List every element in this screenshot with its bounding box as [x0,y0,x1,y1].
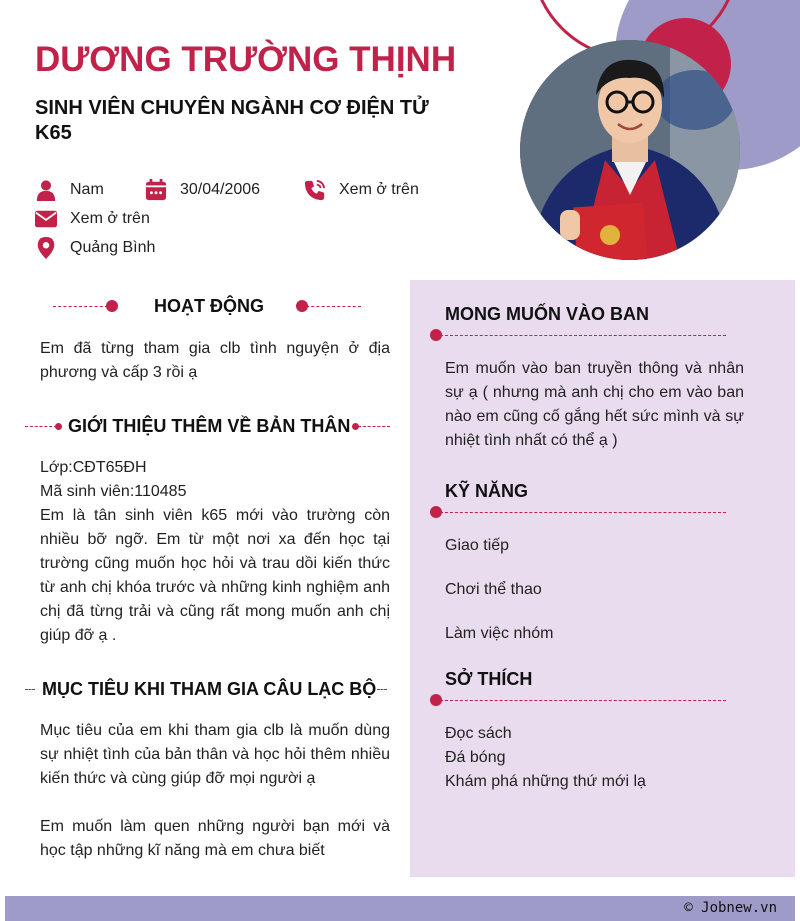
hobby-item: Khám phá những thứ mới lạ [445,773,646,790]
about-class: Lớp:CĐT65ĐH [40,459,147,476]
wish-title: MONG MUỐN VÀO BAN [445,304,649,324]
hobby-item: Đá bóng [445,749,506,766]
hobby-item: Đọc sách [445,725,512,742]
skill-item: Làm việc nhóm [445,625,554,642]
avatar [520,40,740,260]
candidate-title: SINH VIÊN CHUYÊN NGÀNH CƠ ĐIỆN TỬ K65 [35,97,429,144]
goals-text-2: Em muốn làm quen những người bạn mới và học tập những kĩ năng mà em chưa biết [40,818,390,859]
phone-icon [304,179,326,201]
info-gender-text: Nam [70,181,104,198]
goals-right-line [377,689,387,690]
skill-item: Giao tiếp [445,537,510,554]
info-address [35,237,155,259]
wish-text: Em muốn vào ban truyền thông và nhân sự ạ ( nhưng mà anh chị cho em vào ban nào em cũng cố gắng hết sức mình và sự nhiệt tình nhất có thể ạ ) [445,360,744,449]
activities-title: HOẠT ĐỘNG [154,296,264,316]
goals-title: MỤC TIÊU KHI THAM GIA CÂU LẠC BỘ [42,679,377,699]
goals-text-1: Mục tiêu của em khi tham gia clb là muốn dùng sự nhiệt tình của bản thân và học hỏi thêm nhiều kiến thức và cùng giúp đỡ mọi người ạ [40,722,390,787]
activities-right-line [306,306,361,307]
about-right-line [358,426,390,427]
envelope-icon [35,208,57,230]
about-left-line [25,426,57,427]
goals-left-line [25,689,35,690]
info-address-text: Quảng Bình [70,239,156,256]
info-email-text: Xem ở trên [70,210,150,227]
skills-list [445,524,554,656]
calendar-icon [145,179,167,201]
about-text: Em là tân sinh viên k65 mới vào trường còn nhiều bỡ ngỡ. Em từ một nơi xa đến học tại trường cũng muốn học hỏi và trau dồi kiến thức từ anh chị khóa trước và những kinh nghiệm anh chị đã từng trải và cũng rất mong muốn anh chị giúp đỡ ạ . [40,507,390,644]
footer-copyright: © Jobnew.vn [684,900,777,916]
info-birthday-text: 30/04/2006 [180,181,261,198]
user-icon [35,179,57,201]
hobbies-list [445,722,646,794]
skills-title: KỸ NĂNG [445,481,529,501]
info-phone-text: Xem ở trên [339,181,419,198]
info-phone [304,179,419,201]
map-pin-icon [35,237,57,259]
wish-line [440,335,726,336]
activities-left-line [53,306,108,307]
footer-bar [5,896,795,921]
activities-left-dot [106,300,118,312]
info-gender [35,179,104,201]
skills-line [440,512,726,513]
skill-item: Chơi thể thao [445,581,542,598]
about-student-id: Mã sinh viên:110485 [40,483,187,500]
about-title: GIỚI THIỆU THÊM VỀ BẢN THÂN [68,416,351,436]
hobbies-line [440,700,726,701]
candidate-name: DƯƠNG TRƯỜNG THỊNH [35,40,457,79]
hobbies-title: SỞ THÍCH [445,669,533,689]
info-birthday [145,179,260,201]
activities-text: Em đã từng tham gia clb tình nguyện ở địa phương và cấp 3 rồi ạ [40,340,390,381]
about-left-dot [55,423,62,430]
info-email [35,208,150,230]
